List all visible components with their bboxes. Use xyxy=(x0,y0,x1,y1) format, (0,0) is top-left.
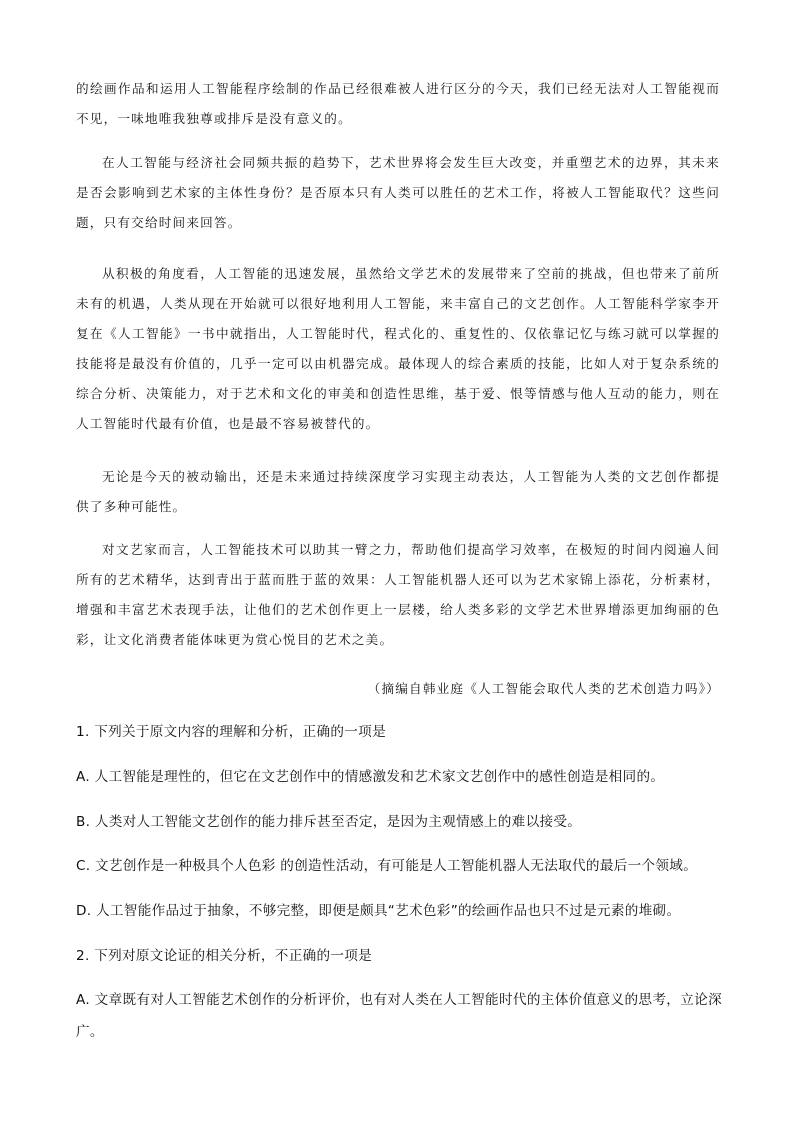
passage-paragraph-1: 的绘画作品和运用人工智能程序绘制的作品已经很难被人进行区分的今天，我们已经无法对人工智能视而不见，一味地唯我独尊或排斥是没有意义的。 xyxy=(76,81,720,126)
passage-paragraph-4: 无论是今天的被动输出，还是未来通过持续深度学习实现主动表达，人工智能为人类的文艺创作都提供了多种可能性。 xyxy=(76,469,720,514)
passage-paragraph-3: 从积极的角度看，人工智能的迅速发展，虽然给文学艺术的发展带来了空前的挑战，但也带来了前所未有的机遇，人类从现在开始就可以很好地利用人工智能，来丰富自己的文艺创作。人工智能科学家李开复在《人工智能》一书中就指出，人工智能时代，程式化的、重复性的、仅依靠记忆与练习就可以掌握的技能将是最没有价值的，几乎一定可以由机器完成。最体现人的综合素质的技能，比如人对于复杂系统的综合分析、决策能力，对于艺术和文化的审美和创造性思维，基于爱、恨等情感与他人互动的能力，则在人工智能时代最有价值，也是最不容易被替代的。 xyxy=(76,266,720,431)
passage-paragraph-2: 在人工智能与经济社会同频共振的趋势下，艺术世界将会发生巨大改变，并重塑艺术的边界，其未来是否会影响到艺术家的主体性身份？是否原本只有人类可以胜任的艺术工作，将被人工智能取代？这些问题，只有交给时间来回答。 xyxy=(76,155,720,230)
question-1-option-b: B. 人类对人工智能文艺创作的能力排斥甚至否定，是因为主观情感上的难以接受。 xyxy=(76,814,582,830)
question-1-option-c: C. 文艺创作是一种极具个人色彩 的创造性活动，有可能是人工智能机器人无法取代的最后一个领域。 xyxy=(76,858,698,874)
question-1-option-a: A. 人工智能是理性的，但它在文艺创作中的情感激发和艺术家文艺创作中的感性创造是相同的。 xyxy=(76,769,665,785)
question-1-option-d: D. 人工智能作品过于抽象，不够完整，即便是颇具“艺术色彩”的绘画作品也只不过是元素的堆砌。 xyxy=(76,903,681,919)
question-2-stem: 2. 下列对原文论证的相关分析，不正确的一项是 xyxy=(76,948,373,964)
passage-paragraph-5: 对文艺家而言，人工智能技术可以助其一臂之力，帮助他们提高学习效率，在极短的时间内阅遍人间所有的艺术精华，达到青出于蓝而胜于蓝的效果：人工智能机器人还可以为艺术家锦上添花，分析素材，增强和丰富艺术表现手法，让他们的艺术创作更上一层楼，给人类多彩的文学艺术世界增添更加绚丽的色彩，让文化消费者能体味更为赏心悦目的艺术之美。 xyxy=(76,542,720,647)
question-1-stem: 1. 下列关于原文内容的理解和分析，正确的一项是 xyxy=(76,724,386,740)
passage-source: （摘编自韩业庭《人工智能会取代人类的艺术创造力吗》） xyxy=(367,681,720,696)
question-2-option-a: A. 文章既有对人工智能艺术创作的分析评价，也有对人类在人工智能时代的主体价值意义的思考，立论深广。 xyxy=(76,992,722,1040)
